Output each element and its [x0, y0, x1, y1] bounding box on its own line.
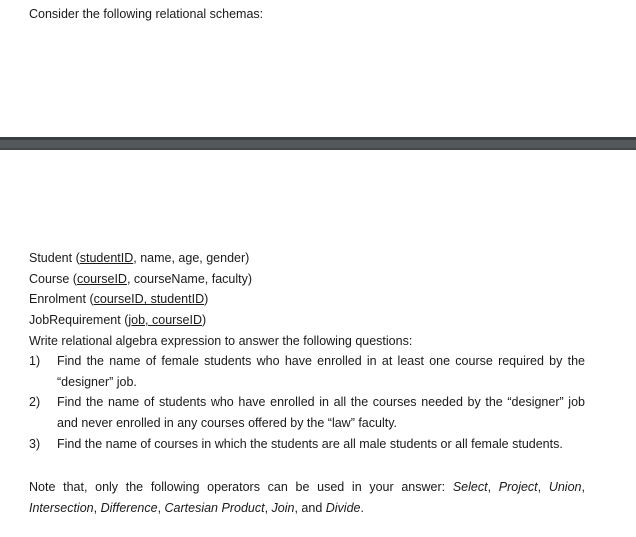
note-paragraph: Note that, only the following operators can be used in your answer: Select, Project, Union, Intersection, Difference, Cartesian Product, Join, and Divide.	[29, 480, 585, 515]
operator: Intersection	[29, 500, 94, 515]
question-text: Find the name of female students who have enrolled in at least one course required by the “designer” job.	[57, 354, 585, 389]
redaction-bar	[0, 137, 636, 150]
schema-jobrequirement: JobRequirement (job, courseID)	[29, 313, 207, 328]
primary-key: courseID	[76, 271, 127, 286]
question-list	[29, 351, 585, 455]
primary-key: job, courseID	[128, 313, 203, 328]
schema-name: Enrolment	[29, 292, 86, 307]
question-number: 1)	[29, 354, 41, 368]
operator: Select	[452, 480, 488, 494]
primary-key: studentID	[79, 251, 134, 265]
operator: Project	[498, 480, 538, 494]
schema-name: Course	[29, 271, 70, 286]
question-text: Find the name of students who have enrolled in all the courses needed by the “designer” job and never enrolled in any courses offered by the “law” faculty.	[57, 395, 585, 431]
schema-course: Course (courseID, courseName, faculty)	[29, 271, 253, 286]
operator: Union	[548, 480, 582, 494]
question-item	[29, 392, 585, 433]
operator: Cartesian Product	[164, 500, 265, 515]
intro-text: Consider the following relational schemas:	[29, 7, 264, 21]
schema-student: Student (studentID, name, age, gender)	[29, 251, 250, 265]
question-number: 3)	[29, 436, 41, 451]
question-item	[29, 434, 585, 455]
operator: Divide	[325, 500, 361, 515]
operator: Join	[271, 500, 295, 515]
schema-list	[29, 248, 412, 351]
question-text: Find the name of courses in which the students are all male students or all female students.	[57, 436, 563, 451]
schema-name: JobRequirement	[29, 313, 121, 328]
operator: Difference	[100, 500, 158, 515]
question-number: 2)	[29, 395, 41, 410]
schema-enrolment: Enrolment (courseID, studentID)	[29, 292, 209, 307]
schema-name: Student	[29, 251, 73, 265]
instruction-text: Write relational algebra expression to answer the following questions:	[29, 333, 413, 348]
primary-key: courseID, studentID	[93, 292, 205, 307]
question-item	[29, 351, 585, 392]
